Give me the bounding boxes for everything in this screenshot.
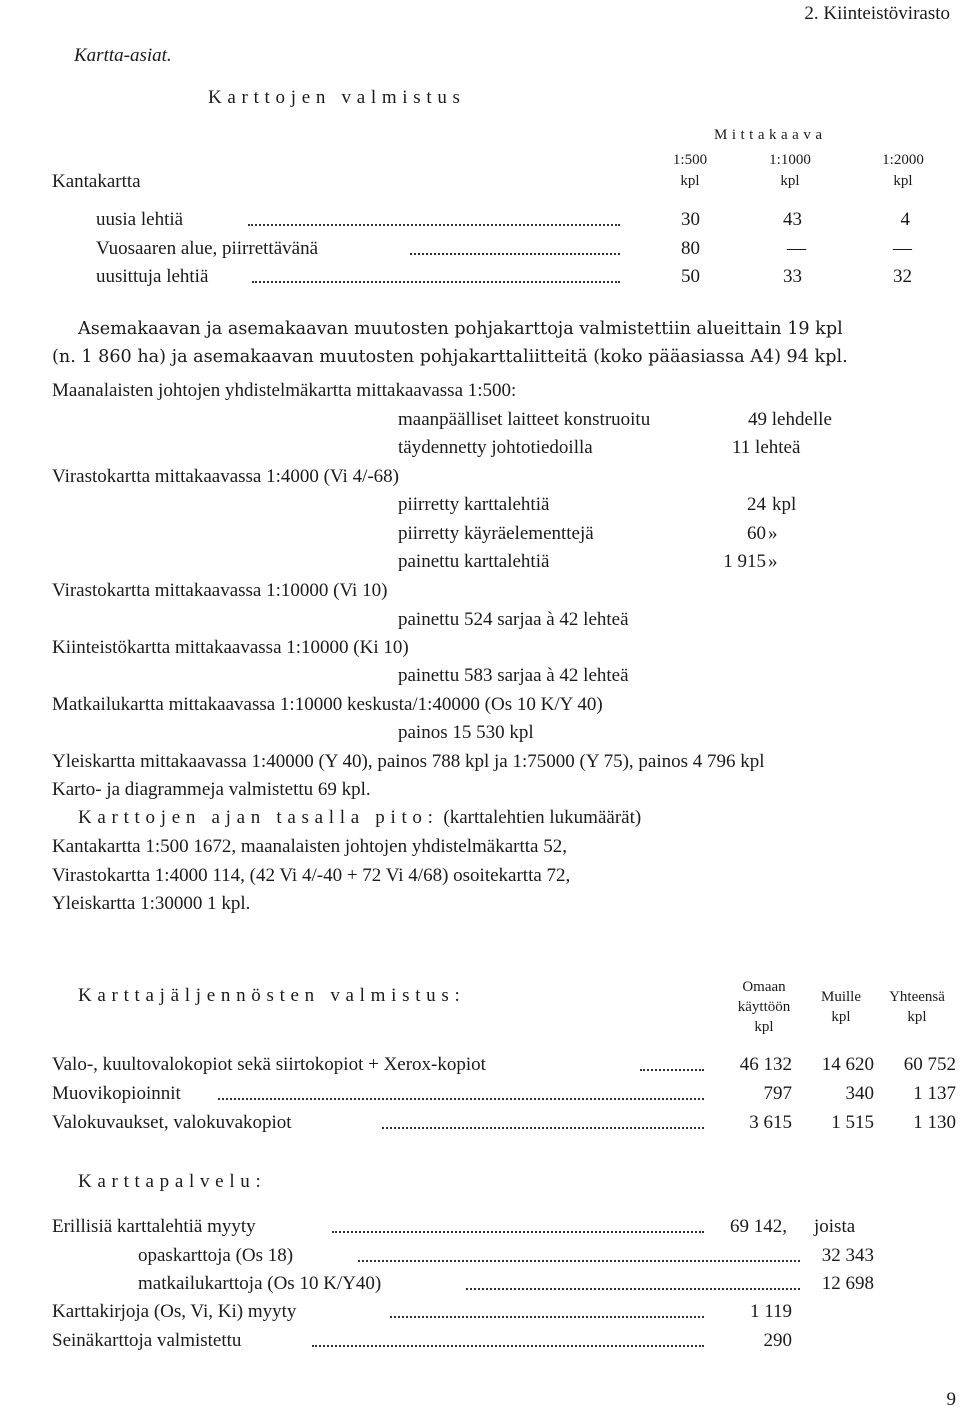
karttapalvelu-row-label: opaskarttoja (Os 18) bbox=[138, 1245, 294, 1266]
muille-header: Muille bbox=[821, 989, 861, 1005]
karttapalvelu-value: 69 142, bbox=[730, 1216, 787, 1237]
virastokartta-4000-item: piirretty karttalehtiä bbox=[398, 494, 550, 515]
omaan-header: käyttöön bbox=[737, 999, 791, 1015]
ajan-tasalla-line-3: Yleiskartta 1:30000 1 kpl. bbox=[52, 893, 251, 914]
kantakartta-value: 32 bbox=[893, 266, 912, 287]
col-2-unit: kpl bbox=[780, 173, 800, 189]
jaljennokset-value: 14 620 bbox=[821, 1054, 874, 1075]
ajan-tasalla-title: Karttojen ajan tasalla pito: bbox=[78, 807, 439, 828]
virastokartta-10000-heading: Virastokartta mittakaavassa 1:10000 (Vi 10) bbox=[52, 580, 388, 601]
karttapalvelu-row-label: Erillisiä karttalehtiä myyty bbox=[52, 1216, 256, 1237]
kantakartta-value: 33 bbox=[783, 266, 802, 287]
leader-dots bbox=[390, 1316, 704, 1318]
karttapalvelu-row-label: Karttakirjoja (Os, Vi, Ki) myyty bbox=[52, 1301, 297, 1322]
karttapalvelu-heading: Karttapalvelu: bbox=[78, 1171, 267, 1192]
karttapalvelu-value: 12 698 bbox=[821, 1273, 874, 1294]
karttapalvelu-row-label: matkailukarttoja (Os 10 K/Y40) bbox=[138, 1273, 382, 1294]
leader-dots bbox=[466, 1288, 800, 1290]
karttapalvelu-note: joista bbox=[814, 1216, 856, 1237]
yhteensa-header: Yhteensä bbox=[889, 989, 945, 1005]
virastokartta-4000-heading: Virastokartta mittakaavassa 1:4000 (Vi 4/-68) bbox=[52, 466, 400, 487]
leader-dots bbox=[358, 1260, 800, 1262]
kantakartta-value: 50 bbox=[681, 266, 700, 287]
leader-dots bbox=[252, 281, 620, 283]
leader-dots bbox=[332, 1231, 704, 1233]
jaljennokset-value: 60 752 bbox=[903, 1054, 956, 1075]
yhteensa-header: kpl bbox=[907, 1009, 927, 1025]
kantakartta-value: 30 bbox=[681, 209, 700, 230]
kantakartta-value: — bbox=[787, 238, 806, 259]
karttapalvelu-value: 32 343 bbox=[821, 1245, 874, 1266]
kartta-asiat-heading: Kartta-asiat. bbox=[74, 45, 172, 66]
virastokartta-4000-unit: kpl bbox=[772, 494, 797, 515]
jaljennokset-value: 46 132 bbox=[739, 1054, 792, 1075]
virastokartta-4000-item: painettu karttalehtiä bbox=[398, 551, 550, 572]
page-number: 9 bbox=[946, 1389, 956, 1410]
virastokartta-4000-value: 60 bbox=[747, 523, 766, 544]
virastokartta-4000-value: 1 915 bbox=[723, 551, 766, 572]
col-2-scale: 1:1000 bbox=[769, 152, 811, 168]
col-1-scale: 1:500 bbox=[672, 152, 708, 168]
col-3-unit: kpl bbox=[893, 173, 913, 189]
muille-header: kpl bbox=[831, 1009, 851, 1025]
ajan-tasalla-heading bbox=[78, 808, 641, 827]
kantakartta-row-label: uusittuja lehtiä bbox=[96, 266, 209, 287]
jaljennokset-value: 1 137 bbox=[913, 1083, 956, 1104]
omaan-header: kpl bbox=[754, 1019, 774, 1035]
jaljennokset-row-label: Muovikopioinnit bbox=[52, 1083, 181, 1104]
virastokartta-4000-unit: » bbox=[768, 523, 778, 544]
virastokartta-10000-item: painettu 524 sarjaa à 42 lehteä bbox=[398, 609, 629, 630]
leader-dots bbox=[248, 224, 620, 226]
karto-line: Karto- ja diagrammeja valmistettu 69 kpl. bbox=[52, 779, 371, 800]
maanalaisten-value: 49 lehdelle bbox=[748, 409, 832, 430]
col-1-unit: kpl bbox=[680, 173, 700, 189]
ajan-tasalla-subtitle: (karttalehtien lukumäärät) bbox=[438, 807, 642, 828]
maanalaisten-item: maanpäälliset laitteet konstruoitu bbox=[398, 409, 651, 430]
matkailukartta-heading: Matkailukartta mittakaavassa 1:10000 keskusta/1:40000 (Os 10 K/Y 40) bbox=[52, 694, 603, 715]
jaljennokset-value: 797 bbox=[763, 1083, 792, 1104]
kantakartta-value: 80 bbox=[681, 238, 700, 259]
kiinteistokartta-heading: Kiinteistökartta mittakaavassa 1:10000 (Ki 10) bbox=[52, 637, 409, 658]
leader-dots bbox=[312, 1345, 704, 1347]
mittakaava-label: Mittakaava bbox=[714, 127, 827, 143]
maanalaisten-heading: Maanalaisten johtojen yhdistelmäkartta mittakaavassa 1:500: bbox=[52, 380, 517, 401]
kantakartta-value: — bbox=[893, 238, 912, 259]
karttapalvelu-value: 290 bbox=[763, 1330, 792, 1351]
kantakartta-row-label: uusia lehtiä bbox=[96, 209, 184, 230]
kantakartta-value: 43 bbox=[783, 209, 802, 230]
jaljennokset-value: 1 130 bbox=[913, 1112, 956, 1133]
matkailukartta-item: painos 15 530 kpl bbox=[398, 722, 534, 743]
leader-dots bbox=[410, 253, 620, 255]
leader-dots bbox=[382, 1127, 704, 1129]
karttapalvelu-row-label: Seinäkarttoja valmistettu bbox=[52, 1330, 242, 1351]
omaan-header: Omaan bbox=[742, 979, 786, 995]
karttapalvelu-value: 1 119 bbox=[749, 1301, 792, 1322]
jaljennokset-heading: Karttajäljennösten valmistus: bbox=[78, 985, 466, 1006]
maanalaisten-value: 11 lehteä bbox=[732, 437, 801, 458]
virastokartta-4000-value: 24 bbox=[747, 494, 766, 515]
jaljennokset-row-label: Valokuvaukset, valokuvakopiot bbox=[52, 1112, 292, 1133]
jaljennokset-row-label: Valo-, kuultovalokopiot sekä siirtokopiot + Xerox-kopiot bbox=[52, 1054, 486, 1075]
leader-dots bbox=[640, 1069, 704, 1071]
jaljennokset-value: 3 615 bbox=[749, 1112, 792, 1133]
jaljennokset-value: 340 bbox=[845, 1083, 874, 1104]
kiinteistokartta-item: painettu 583 sarjaa à 42 lehteä bbox=[398, 665, 629, 686]
section-header: 2. Kiinteistövirasto bbox=[804, 3, 950, 24]
kantakartta-row-header: Kantakartta bbox=[52, 171, 141, 192]
ajan-tasalla-line-2: Virastokartta 1:4000 114, (42 Vi 4/-40 + 72 Vi 4/68) osoitekartta 72, bbox=[52, 865, 571, 886]
col-3-scale: 1:2000 bbox=[882, 152, 924, 168]
yleiskartta-line: Yleiskartta mittakaavassa 1:40000 (Y 40), painos 788 kpl ja 1:75000 (Y 75), painos 4 796 kpl bbox=[52, 751, 765, 772]
jaljennokset-value: 1 515 bbox=[831, 1112, 874, 1133]
karttojen-valmistus-heading: Karttojen valmistus bbox=[208, 87, 466, 108]
leader-dots bbox=[218, 1098, 704, 1100]
kantakartta-value: 4 bbox=[900, 209, 910, 230]
asemakaava-line-1: Asemakaavan ja asemakaavan muutosten pohjakarttoja valmistettiin alueittain 19 kpl bbox=[78, 319, 843, 339]
maanalaisten-item: täydennetty johtotiedoilla bbox=[398, 437, 593, 458]
virastokartta-4000-item: piirretty käyräelementtejä bbox=[398, 523, 594, 544]
ajan-tasalla-line-1: Kantakartta 1:500 1672, maanalaisten johtojen yhdistelmäkartta 52, bbox=[52, 836, 567, 857]
virastokartta-4000-unit: » bbox=[768, 551, 778, 572]
kantakartta-row-label: Vuosaaren alue, piirrettävänä bbox=[96, 238, 318, 259]
asemakaava-line-2: (n. 1 860 ha) ja asemakaavan muutosten pohjakarttaliitteitä (koko pääasiassa A4) 94 kpl. bbox=[52, 347, 848, 367]
